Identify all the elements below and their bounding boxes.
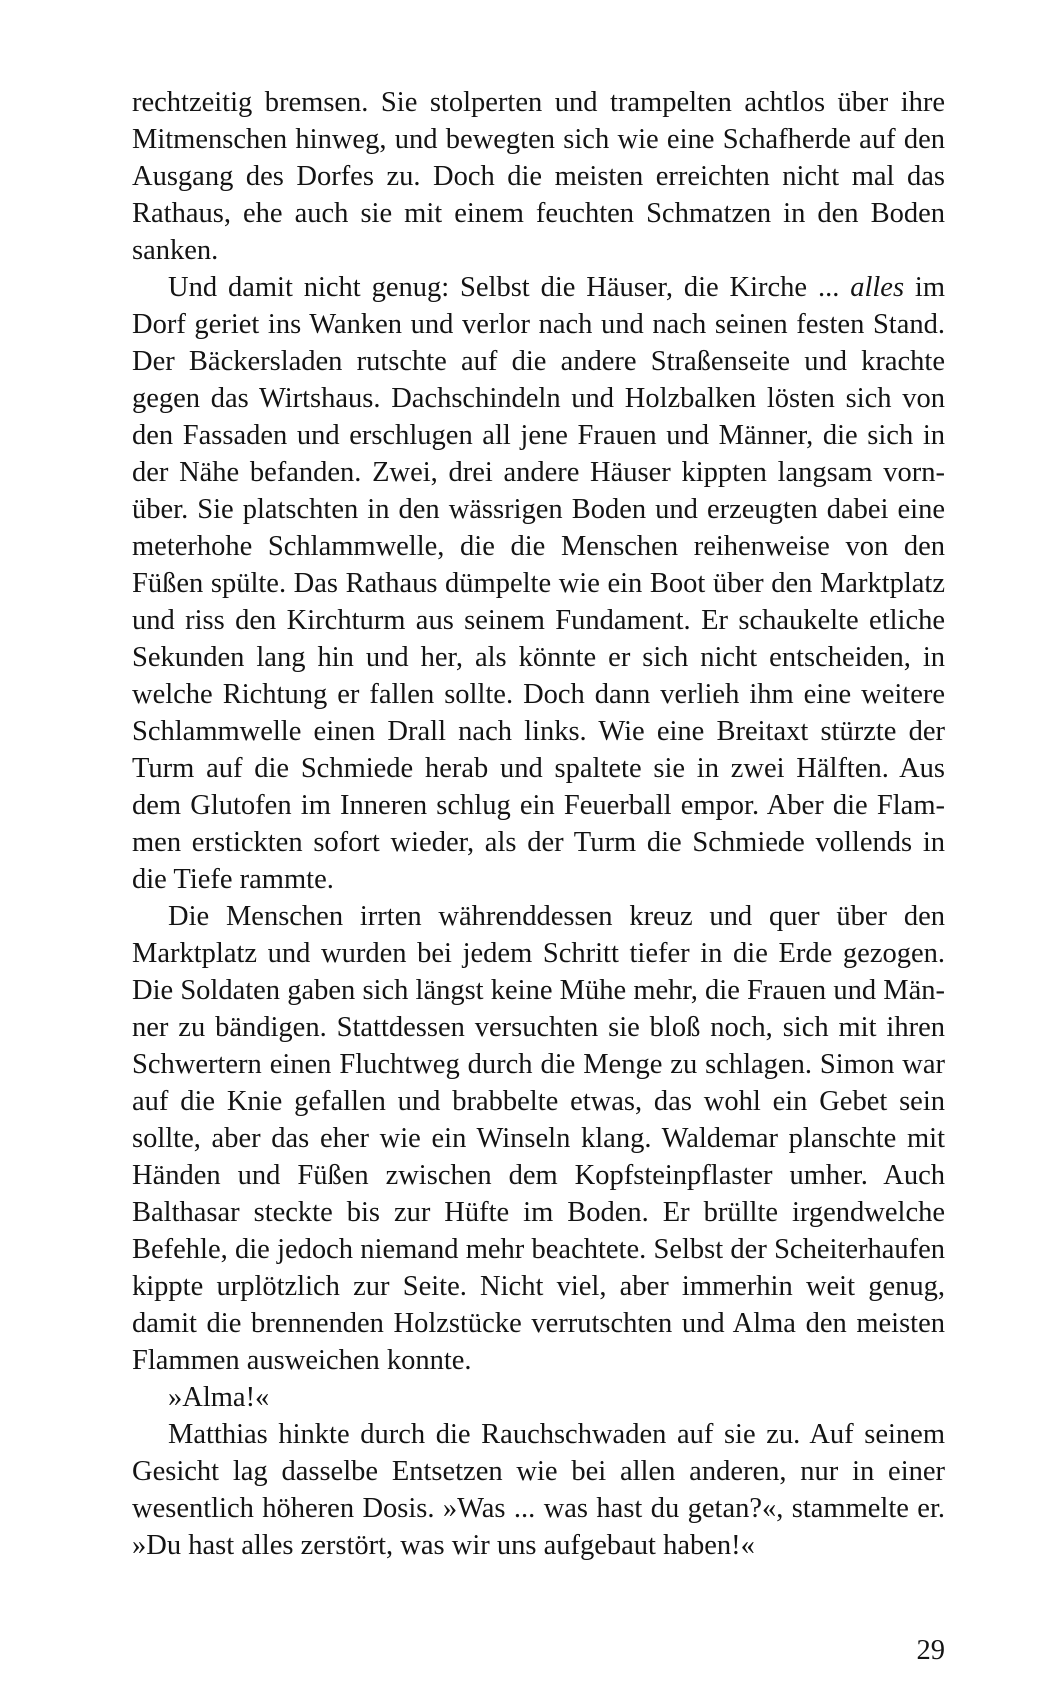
book-page-body	[132, 84, 945, 1564]
paragraph: rechtzeitig bremsen. Sie stolperten und trampelten achtlos über ihre Mitmenschen hinweg, und bewegten sich wie eine Schafherde auf den Ausgang des Dorfes zu. Doch die meisten erreichten nicht mal das Rathaus, ehe auch sie mit einem feuchten Schmatzen in den Boden sanken.	[132, 87, 945, 266]
emphasis-word: alles	[850, 272, 905, 303]
paragraph: Matthias hinkte durch die Rauchschwaden auf sie zu. Auf seinem Gesicht lag dasselbe Entsetzen wie bei allen anderen, nur in einer wesentlich höheren Dosis. »Was ... was hast du getan?«, stammelte er. »Du hast alles zerstört, was wir uns aufgebaut haben!«	[132, 1419, 945, 1561]
paragraph	[132, 269, 945, 898]
paragraph: »Alma!«	[168, 1382, 270, 1413]
paragraph-text: Und damit nicht genug: Selbst die Häuser, die Kirche ...	[168, 272, 851, 303]
page-number: 29	[916, 1635, 945, 1666]
paragraph-text: im Dorf geriet ins Wanken und verlor nach und nach seinen festen Stand. Der Bäckersladen rutschte auf die andere Straßenseite und krachte gegen das Wirtshaus. Dachschindeln und Holzbalken lösten sich von den Fassaden und erschlugen all jene Frauen und Männer, die sich in der Nähe befanden. Zwei, drei andere Häuser kippten langsam vornüber. Sie platschten in den wässrigen Boden und erzeugten dabei eine meterhohe Schlammwelle, die die Menschen reihenweise von den Füßen spülte. Das Rathaus dümpelte wie ein Boot über den Marktplatz und riss den Kirchturm aus seinem Fundament. Er schaukelte etliche Sekunden lang hin und her, als könnte er sich nicht entscheiden, in welche Richtung er fallen sollte. Doch dann verlieh ihm eine weitere Schlammwelle einen Drall nach links. Wie eine Breitaxt stürzte der Turm auf die Schmiede herab und spaltete sie in zwei Hälften. Aus dem Glutofen im Inneren schlug ein Feuerball empor. Aber die Flammen erstickten sofort wieder, als der Turm die Schmiede vollends in die Tiefe rammte.	[132, 272, 945, 895]
paragraph: Die Menschen irrten währenddessen kreuz und quer über den Marktplatz und wurden bei jedem Schritt tiefer in die Erde gezogen. Die Soldaten gaben sich längst keine Mühe mehr, die Frauen und Männer zu bändigen. Stattdessen versuchten sie bloß noch, sich mit ihren Schwertern einen Fluchtweg durch die Menge zu schlagen. Simon war auf die Knie gefallen und brabbelte etwas, das wohl ein Gebet sein sollte, aber das eher wie ein Winseln klang. Waldemar planschte mit Händen und Füßen zwischen dem Kopfsteinpflaster umher. Auch Balthasar steckte bis zur Hüfte im Boden. Er brüllte irgendwelche Befehle, die jedoch niemand mehr beachtete. Selbst der Scheiterhaufen kippte urplötzlich zur Seite. Nicht viel, aber immerhin weit genug, damit die brennenden Holzstücke verrutschten und Alma den meisten Flammen ausweichen konnte.	[132, 901, 945, 1376]
